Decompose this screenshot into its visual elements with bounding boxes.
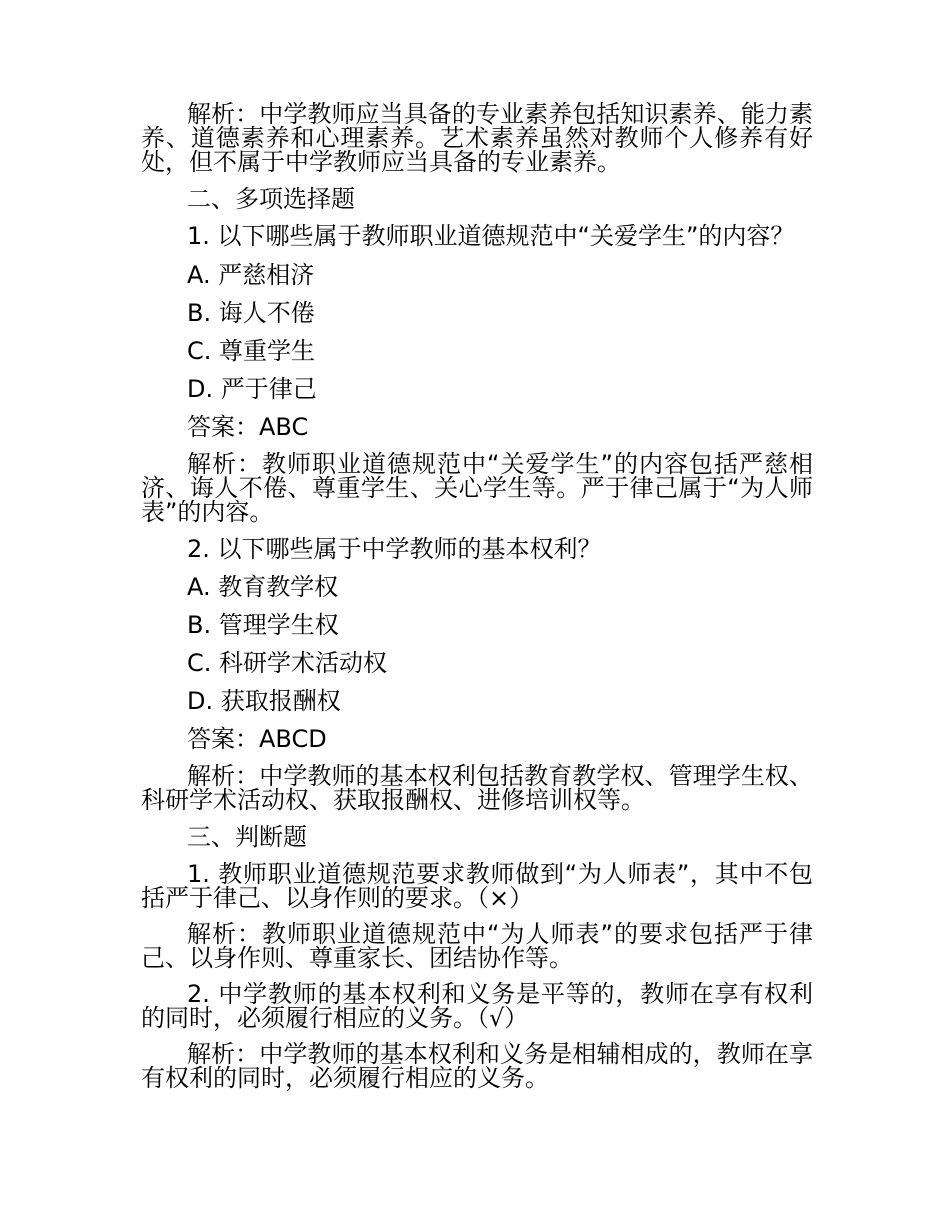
q2-option-d: D. 获取报酬权 <box>187 687 341 715</box>
q1-option-a: A. 严慈相济 <box>187 261 315 289</box>
q1-option-d: D. 严于律己 <box>187 375 317 403</box>
q1-answer: 答案：ABC <box>187 413 309 441</box>
section-heading-multiple-choice: 二、多项选择题 <box>187 185 355 213</box>
q2-option-c: C. 科研学术活动权 <box>187 649 388 677</box>
q1-analysis: 解析：教师职业道德规范中“关爱学生”的内容包括严慈相济、诲人不倦、尊重学生、关心学生等。严于律己属于“为人师表”的内容。 <box>141 450 813 526</box>
paragraph-analysis-professional-literacy: 解析：中学教师应当具备的专业素养包括知识素养、能力素养、道德素养和心理素养。艺术素养虽然对教师个人修养有好处，但不属于中学教师应当具备的专业素养。 <box>141 100 813 176</box>
question-1-caring-students: 1. 以下哪些属于教师职业道德规范中“关爱学生”的内容？ <box>187 222 795 250</box>
q1-option-b: B. 诲人不倦 <box>187 299 315 327</box>
q2-option-a: A. 教育教学权 <box>187 573 339 601</box>
q2-answer: 答案：ABCD <box>187 725 327 753</box>
tf-question-1-analysis: 解析：教师职业道德规范中“为人师表”的要求包括严于律己、以身作则、尊重家长、团结协作等。 <box>141 920 813 972</box>
section-heading-true-false: 三、判断题 <box>187 823 307 851</box>
tf-question-1: 1. 教师职业道德规范要求教师做到“为人师表”，其中不包括严于律己、以身作则的要求。（×） <box>141 860 813 912</box>
q1-option-c: C. 尊重学生 <box>187 337 316 365</box>
tf-question-2: 2. 中学教师的基本权利和义务是平等的，教师在享有权利的同时，必须履行相应的义务。（√） <box>141 980 813 1032</box>
tf-question-2-analysis: 解析：中学教师的基本权利和义务是相辅相成的，教师在享有权利的同时，必须履行相应的义务。 <box>141 1040 813 1092</box>
question-2-basic-rights: 2. 以下哪些属于中学教师的基本权利？ <box>187 535 602 563</box>
q2-option-b: B. 管理学生权 <box>187 611 339 639</box>
document-body <box>141 102 813 1090</box>
q2-analysis: 解析：中学教师的基本权利包括教育教学权、管理学生权、科研学术活动权、获取报酬权、进修培训权等。 <box>141 762 813 814</box>
